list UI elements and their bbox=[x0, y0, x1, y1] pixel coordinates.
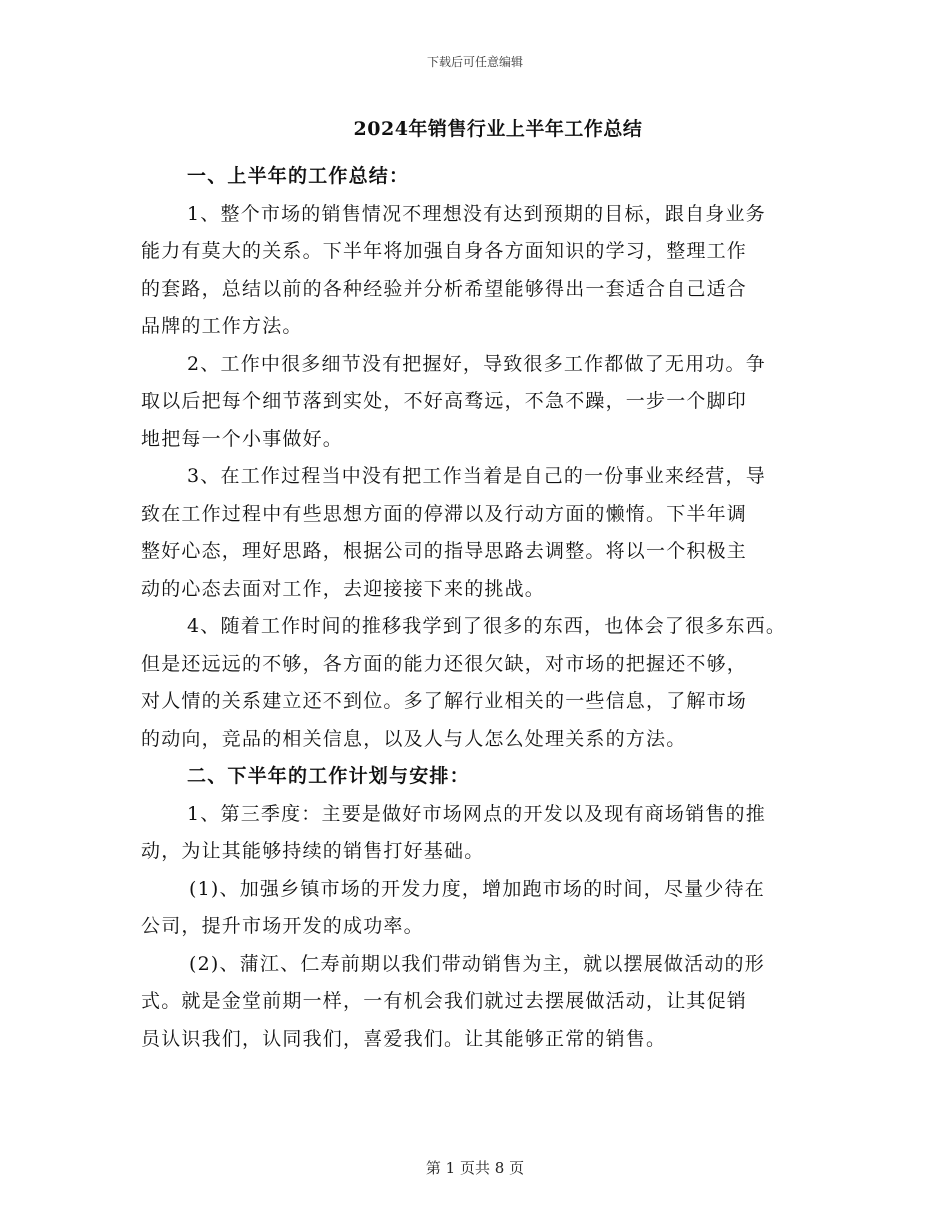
text-line: 的动向，竞品的相关信息，以及人与人怎么处理关系的方法。 bbox=[141, 727, 687, 750]
text-line: 公司，提升市场开发的成功率。 bbox=[141, 915, 424, 937]
text-line: 但是还远远的不够，各方面的能力还很欠缺，对市场的把握还不够， bbox=[141, 652, 748, 675]
text-line: (1)、加强乡镇市场的开发力度，增加跑市场的时间，尽量少待在 bbox=[189, 877, 765, 900]
text-line: 对人情的关系建立还不到位。多了解行业相关的一些信息，了解市场 bbox=[141, 690, 748, 712]
text-line: 1、第三季度：主要是做好市场网点的开发以及现有商场销售的推 bbox=[187, 802, 766, 825]
section-heading: 一、上半年的工作总结： bbox=[187, 165, 410, 187]
text-line: 能力有莫大的关系。下半年将加强自身各方面知识的学习，整理工作 bbox=[141, 240, 748, 262]
text-line: 式。就是金堂前期一样，一有机会我们就过去摆展做活动，让其促销 bbox=[141, 990, 748, 1012]
text-line: 员认识我们，认同我们，喜爱我们。让其能够正常的销售。 bbox=[141, 1027, 667, 1050]
page-header: 下载后可任意编辑 bbox=[426, 55, 523, 69]
document-body bbox=[141, 158, 821, 1058]
document-title: 2024年销售行业上半年工作总结 bbox=[353, 118, 643, 140]
text-line: (2)、蒲江、仁寿前期以我们带动销售为主，就以摆展做活动的形 bbox=[189, 952, 765, 975]
text-line: 3、在工作过程当中没有把工作当着是自己的一份事业来经营，导 bbox=[187, 465, 766, 487]
section-heading: 二、下半年的工作计划与安排： bbox=[187, 765, 470, 787]
text-line: 4、随着工作时间的推移我学到了很多的东西，也体会了很多东西。 bbox=[187, 615, 787, 637]
text-line: 1、整个市场的销售情况不理想没有达到预期的目标，跟自身业务 bbox=[187, 202, 766, 225]
text-line: 动，为让其能够持续的销售打好基础。 bbox=[141, 840, 485, 862]
text-line: 品牌的工作方法。 bbox=[141, 315, 303, 337]
page-footer: 第 1 页共 8 页 bbox=[425, 1159, 525, 1177]
text-line: 动的心态去面对工作，去迎接接下来的挑战。 bbox=[141, 577, 546, 600]
text-line: 2、工作中很多细节没有把握好，导致很多工作都做了无用功。争 bbox=[187, 352, 766, 375]
text-line: 地把每一个小事做好。 bbox=[141, 427, 344, 450]
text-line: 取以后把每个细节落到实处，不好高骛远，不急不躁，一步一个脚印 bbox=[141, 390, 748, 412]
text-line: 的套路，总结以前的各种经验并分析希望能够得出一套适合自己适合 bbox=[141, 277, 748, 300]
text-line: 致在工作过程中有些思想方面的停滞以及行动方面的懒惰。下半年调 bbox=[141, 502, 748, 525]
text-line: 整好心态，理好思路，根据公司的指导思路去调整。将以一个积极主 bbox=[141, 540, 748, 562]
